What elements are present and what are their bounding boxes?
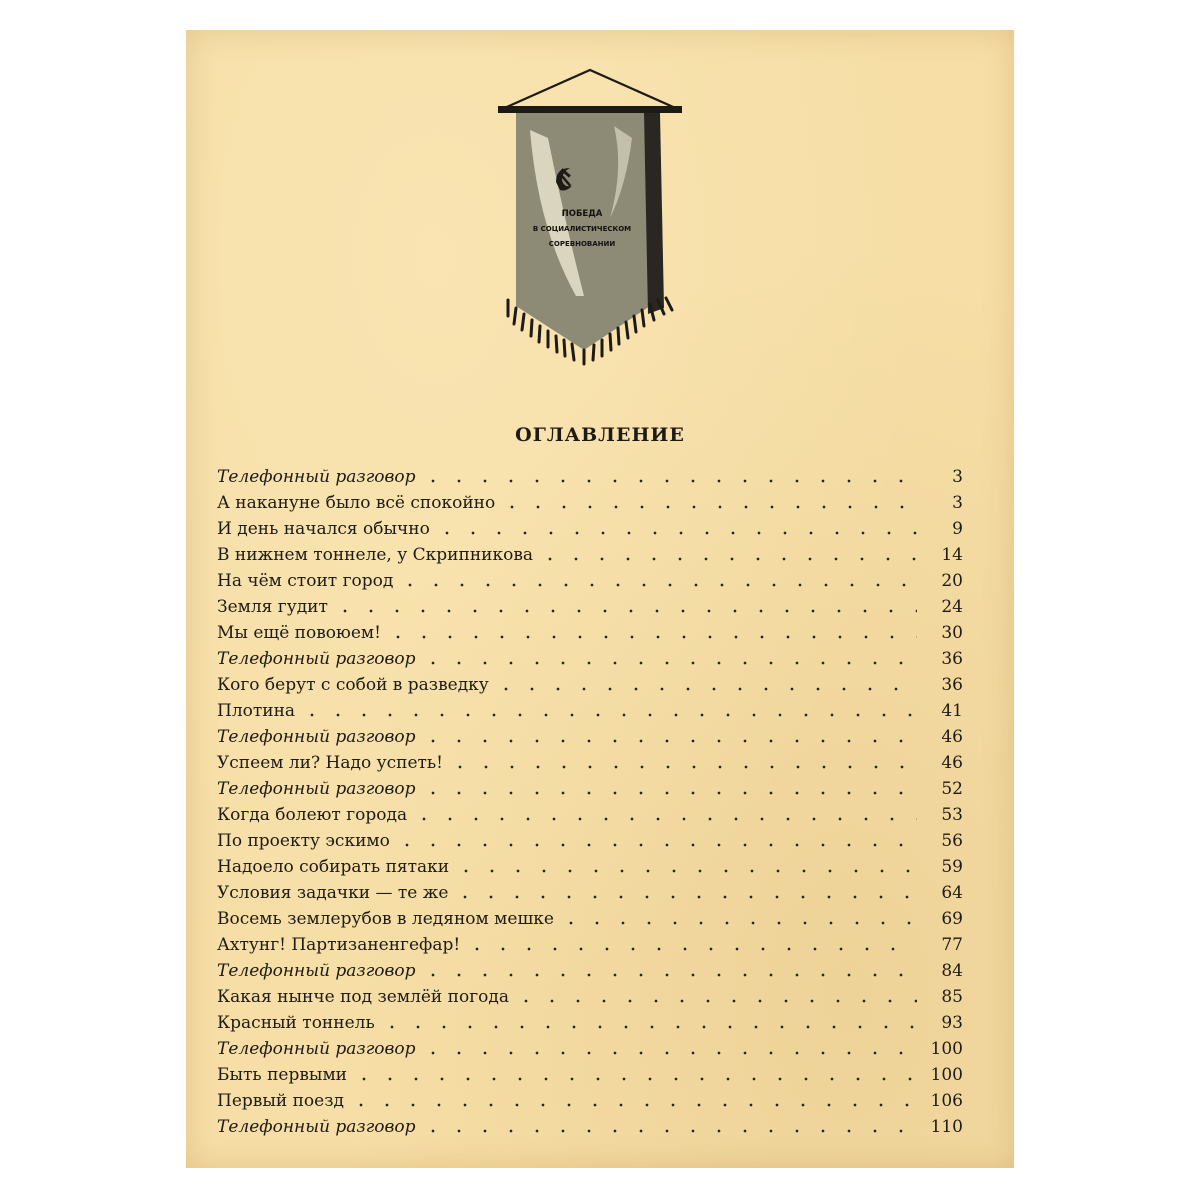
dot-leader — [464, 947, 917, 951]
dot-leader — [332, 609, 917, 613]
banner-line-2: В СОЦИАЛИСТИЧЕСКОМ — [532, 225, 632, 233]
table-of-contents — [217, 464, 963, 1140]
toc-entry-title: Надоело собирать пятаки — [217, 857, 450, 877]
toc-entry-title: Телефонный разговор — [217, 1039, 416, 1059]
dot-leader — [411, 817, 917, 821]
toc-entry-title: Быть первыми — [217, 1065, 348, 1085]
toc-page-number: 36 — [941, 649, 963, 669]
toc-entry-title: Ахтунг! Партизаненгефар! — [217, 935, 461, 955]
dot-leader — [452, 895, 917, 899]
toc-entry — [217, 516, 963, 542]
toc-entry — [217, 672, 963, 698]
toc-entry — [217, 932, 963, 958]
toc-entry — [217, 880, 963, 906]
toc-entry-title: Восемь землерубов в ледяном мешке — [217, 909, 554, 929]
toc-page-number: 106 — [930, 1091, 963, 1111]
pennant-cord — [500, 70, 680, 110]
dot-leader — [420, 973, 917, 977]
toc-page-number: 3 — [952, 493, 963, 513]
dot-leader — [420, 661, 917, 665]
toc-entry-title: И день начался обычно — [217, 519, 430, 539]
dot-leader — [348, 1103, 917, 1107]
toc-entry-title: Телефонный разговор — [217, 649, 416, 669]
toc-page-number: 85 — [941, 987, 963, 1007]
toc-page-number: 41 — [941, 701, 963, 721]
toc-entry — [217, 828, 963, 854]
toc-page-number: 30 — [941, 623, 963, 643]
dot-leader — [434, 531, 917, 535]
toc-page-number: 20 — [941, 571, 963, 591]
toc-entry-title: Земля гудит — [217, 597, 328, 617]
dot-leader — [420, 739, 917, 743]
dot-leader — [420, 1129, 917, 1133]
toc-entry — [217, 464, 963, 490]
dot-leader — [493, 687, 917, 691]
toc-entry — [217, 542, 963, 568]
toc-entry — [217, 802, 963, 828]
dot-leader — [447, 765, 917, 769]
toc-entry-title: Кого берут с собой в разведку — [217, 675, 489, 695]
pennant-illustration — [498, 68, 682, 368]
toc-entry-title: Когда болеют города — [217, 805, 408, 825]
toc-entry-title: Телефонный разговор — [217, 961, 416, 981]
toc-entry — [217, 958, 963, 984]
toc-entry — [217, 1062, 963, 1088]
toc-page-number: 69 — [941, 909, 963, 929]
toc-page-number: 56 — [941, 831, 963, 851]
toc-entry — [217, 646, 963, 672]
toc-entry-title: Мы ещё повоюем! — [217, 623, 381, 643]
toc-entry-title: Успеем ли? Надо успеть! — [217, 753, 444, 773]
toc-page-number: 59 — [941, 857, 963, 877]
dot-leader — [299, 713, 917, 717]
toc-entry-title: Телефонный разговор — [217, 779, 416, 799]
toc-entry — [217, 750, 963, 776]
toc-entry — [217, 620, 963, 646]
toc-page-number: 110 — [930, 1117, 963, 1137]
toc-entry — [217, 724, 963, 750]
dot-leader — [397, 583, 917, 587]
toc-page-number: 100 — [930, 1065, 963, 1085]
toc-entry — [217, 1036, 963, 1062]
dot-leader — [385, 635, 917, 639]
toc-entry — [217, 1114, 963, 1140]
toc-page-number: 84 — [941, 961, 963, 981]
toc-entry-title: Плотина — [217, 701, 296, 721]
toc-page-number: 14 — [941, 545, 963, 565]
toc-entry — [217, 568, 963, 594]
banner-line-3: СОРЕВНОВАНИИ — [548, 240, 616, 248]
toc-page-number: 52 — [941, 779, 963, 799]
toc-page-number: 46 — [941, 753, 963, 773]
toc-entry-title: По проекту эскимо — [217, 831, 390, 851]
toc-entry-title: Какая нынче под землёй погода — [217, 987, 509, 1007]
dot-leader — [394, 843, 917, 847]
toc-entry — [217, 490, 963, 516]
toc-entry-title: В нижнем тоннеле, у Скрипникова — [217, 545, 534, 565]
toc-entry-title: А накануне было всё спокойно — [217, 493, 496, 513]
toc-entry — [217, 906, 963, 932]
dot-leader — [420, 1051, 917, 1055]
toc-entry-title: Телефонный разговор — [217, 467, 416, 487]
toc-page-number: 64 — [941, 883, 963, 903]
banner-line-1: ПОБЕДА — [561, 209, 603, 219]
toc-page-number: 100 — [930, 1039, 963, 1059]
toc-entry-title: Условия задачки — те же — [217, 883, 449, 903]
toc-entry-title: Телефонный разговор — [217, 1117, 416, 1137]
dot-leader — [499, 505, 917, 509]
toc-entry-title: Первый поезд — [217, 1091, 344, 1111]
toc-entry — [217, 776, 963, 802]
toc-page-number: 9 — [952, 519, 963, 539]
toc-entry-title: Красный тоннель — [217, 1013, 375, 1033]
toc-page-number: 77 — [941, 935, 963, 955]
toc-page-number: 93 — [941, 1013, 963, 1033]
dot-leader — [558, 921, 917, 925]
toc-page-number: 36 — [941, 675, 963, 695]
dot-leader — [420, 479, 917, 483]
toc-entry-title: На чём стоит город — [217, 571, 394, 591]
toc-entry — [217, 594, 963, 620]
toc-entry — [217, 984, 963, 1010]
toc-entry — [217, 1010, 963, 1036]
toc-page-number: 24 — [941, 597, 963, 617]
toc-entry-title: Телефонный разговор — [217, 727, 416, 747]
dot-leader — [453, 869, 917, 873]
dot-leader — [379, 1025, 917, 1029]
book-page — [186, 30, 1014, 1168]
toc-page-number: 3 — [952, 467, 963, 487]
dot-leader — [351, 1077, 917, 1081]
dot-leader — [537, 557, 917, 561]
toc-entry — [217, 1088, 963, 1114]
toc-heading: ОГЛАВЛЕНИЕ — [515, 424, 685, 446]
dot-leader — [513, 999, 917, 1003]
toc-entry — [217, 854, 963, 880]
toc-entry — [217, 698, 963, 724]
toc-page-number: 46 — [941, 727, 963, 747]
dot-leader — [420, 791, 917, 795]
pennant-rod — [498, 106, 682, 113]
toc-page-number: 53 — [941, 805, 963, 825]
